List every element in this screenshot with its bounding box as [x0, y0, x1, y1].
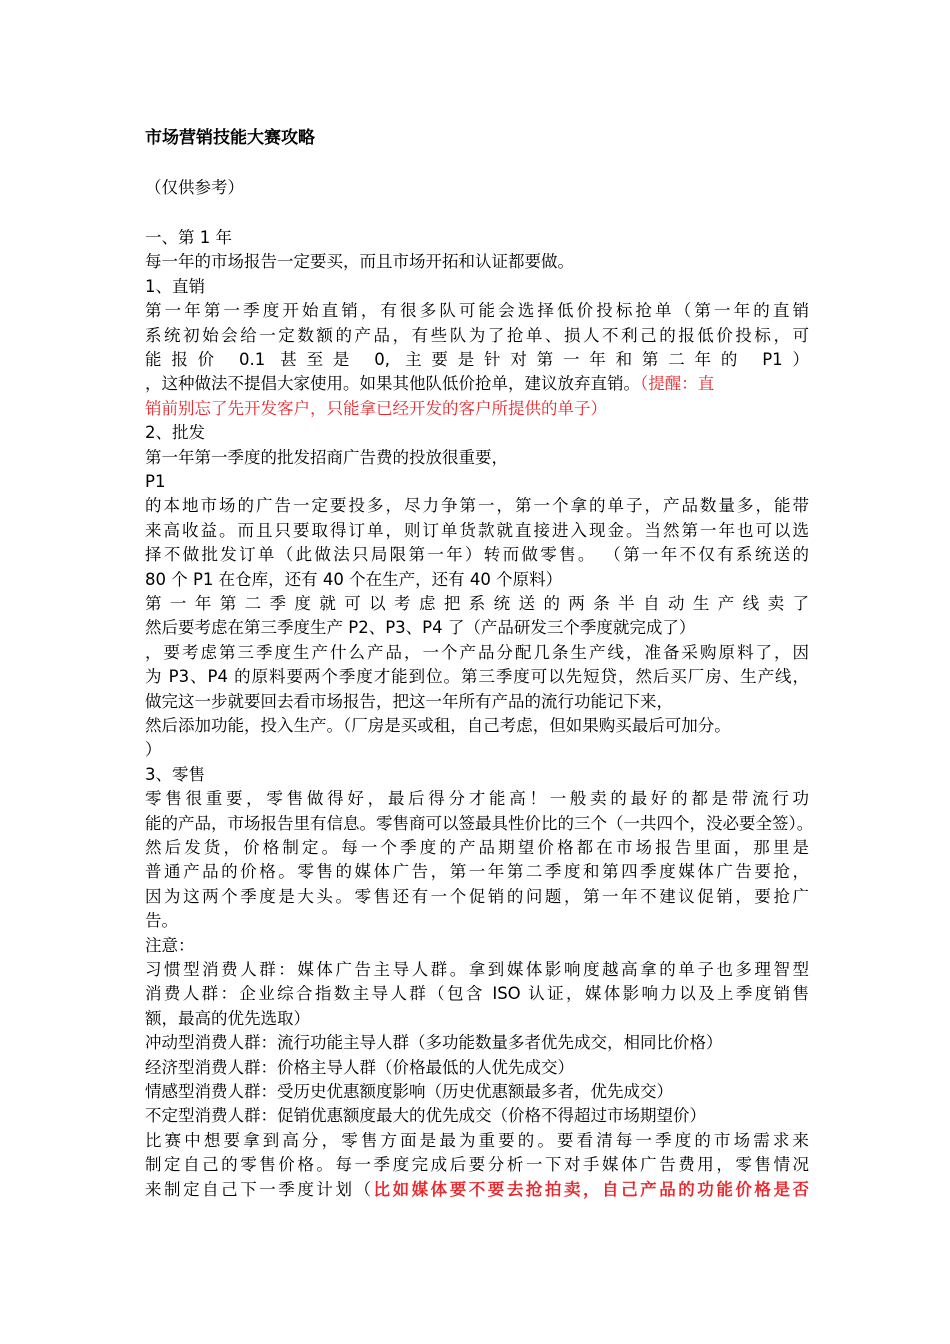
body-line-text: 为 P3、P4 的原料要两个季度才能到位。第三季度可以先短贷，然后买厂房、生产线，: [145, 667, 809, 687]
body-line: [145, 1129, 809, 1153]
body-line: [145, 714, 731, 738]
body-line: [145, 470, 165, 494]
body-line-text: 然后要考虑在第三季度生产 P2、P3、P4 了（产品研发三个季度就完成了）: [145, 618, 696, 638]
body-line-text: 每一年的市场报告一定要买，而且市场开拓和认证都要做。: [145, 252, 574, 272]
body-line: [145, 1056, 574, 1080]
body-line: [145, 519, 809, 543]
body-line-text: 做完这一步就要回去看市场报告，把这一年所有产品的流行功能记下来，: [145, 691, 673, 711]
body-line: [145, 372, 714, 396]
document-title: 市场营销技能大赛攻略: [145, 128, 315, 148]
body-line-text: 择不做批发订单（此做法只局限第一年）转而做零售。 （第一年不仅有系统送的: [145, 545, 809, 565]
highlight-emphasis: 比如媒体要不要去抢拍卖，自己产品的功能价格是否: [373, 1179, 810, 1199]
body-line: [145, 958, 809, 982]
body-line-text: 告。: [145, 911, 178, 931]
body-line: [145, 787, 809, 811]
body-line-text: 然后添加功能，投入生产。（厂房是买或租，自己考虑，但如果购买最后可加分。: [145, 716, 731, 735]
body-line: [145, 836, 809, 860]
body-line: [145, 860, 809, 884]
body-line-text: 第一年第一季度的批发招商广告费的投放很重要，: [145, 447, 508, 467]
body-line-text: 冲动型消费人群：流行功能主导人群（多功能数量多者优先成交，相同比价格）: [145, 1033, 723, 1053]
body-line: [145, 250, 574, 274]
body-line: [145, 665, 809, 689]
body-line: [145, 1153, 809, 1177]
body-line: [145, 616, 695, 640]
body-line-text: 经济型消费人群：价格主导人群（价格最低的人优先成交）: [145, 1057, 574, 1077]
body-line-text: 比赛中想要拿到高分，零售方面是最为重要的。要看清每一季度的市场需求来: [145, 1130, 809, 1150]
body-line-text: 注意：: [145, 935, 195, 955]
body-line: [145, 763, 205, 787]
body-line-text: 情感型消费人群：受历史优惠额度影响（历史优惠额最多者，优先成交）: [145, 1082, 673, 1101]
body-line-text: 零售很重要，零售做得好，最后得分才能高！一般卖的最好的都是带流行功: [145, 789, 809, 809]
body-line-text: 的本地市场的广告一定要投多，尽力争第一，第一个拿的单子，产品数量多，能带: [145, 496, 809, 516]
body-line: [145, 421, 205, 445]
body-line-text: 然后发货，价格制定。每一个季度的产品期望价格都在市场报告里面，那里是: [145, 838, 809, 857]
body-line: [145, 446, 508, 470]
body-line: [145, 324, 809, 348]
body-line-text: ）: [145, 740, 162, 760]
body-line-text: 额，最高的优先选取）: [145, 1008, 310, 1028]
body-line: [145, 885, 809, 909]
body-line: [145, 568, 562, 592]
body-line-text: 来高收益。而且只要取得订单，则订单货款就直接进入现金。当然第一年也可以选: [145, 520, 809, 540]
body-line: [145, 641, 809, 665]
body-line-text: 因为这两个季度是大头。零售还有一个促销的问题，第一年不建议促销，要抢广: [145, 886, 809, 906]
body-line-text: ，这种做法不提倡大家使用。如果其他队低价抢单，建议放弃直销。: [145, 374, 640, 394]
body-line-text: P1: [145, 472, 166, 491]
body-line: [145, 226, 232, 250]
body-line-text: 能的产品，市场报告里有信息。零售商可以签最具性价比的三个（一共四个，没必要全签）。: [145, 813, 814, 833]
body-line: [145, 397, 607, 421]
body-line: [145, 592, 809, 616]
body-line-text: 普通产品的价格。零售的媒体广告，第一年第二季度和第四季度媒体广告要抢，: [145, 862, 809, 882]
body-line-text: 2、批发: [145, 423, 205, 443]
body-line-text: 3、零售: [145, 764, 205, 784]
body-line: [145, 934, 195, 958]
body-line-text: 第一年第二季度就可以考虑把系统送的两条半自动生产线卖了: [145, 594, 809, 613]
body-line-text: 消费人群：企业综合指数主导人群（包含 ISO 认证，媒体影响力以及上季度销售: [145, 984, 809, 1004]
body-line: [145, 812, 814, 836]
body-line: [145, 1031, 723, 1055]
body-line-text: 第一年第一季度开始直销，有很多队可能会选择低价投标抢单（第一年的直销: [145, 301, 809, 321]
body-line-text: 系统初始会给一定数额的产品，有些队为了抢单、损人不利己的报低价投标，可: [145, 325, 809, 345]
document-subtitle: （仅供参考）: [145, 178, 244, 197]
body-line-text: 来制定自己下一季度计划（: [145, 1179, 374, 1199]
body-line-text: 80 个 P1 在仓库，还有 40 个在生产，还有 40 个原料）: [145, 569, 563, 589]
body-line: [145, 543, 809, 567]
body-line-text: 一、第 1 年: [145, 228, 232, 247]
body-line: [145, 738, 162, 762]
body-line-text: 1、直销: [145, 276, 205, 296]
body-line: [145, 275, 205, 299]
body-line-text: 制定自己的零售价格。每一季度完成后要分析一下对手媒体广告费用，零售情况: [145, 1155, 809, 1175]
body-line-text: ，要考虑第三季度生产什么产品，一个产品分配几条生产线，准备采购原料了，因: [145, 642, 809, 662]
highlight-note: 销前别忘了先开发客户，只能拿已经开发的客户所提供的单子）: [145, 398, 607, 418]
body-line: [145, 494, 809, 518]
body-line: [145, 1104, 706, 1128]
body-line: [145, 1178, 809, 1202]
body-line: [145, 299, 809, 323]
body-line: [145, 1007, 310, 1031]
body-line: [145, 1080, 673, 1104]
body-line: [145, 348, 809, 372]
body-line-text: 习惯型消费人群：媒体广告主导人群。拿到媒体影响度越高拿的单子也多理智型: [145, 960, 809, 979]
body-line: [145, 982, 809, 1006]
body-line: [145, 909, 178, 933]
body-line-text: 不定型消费人群：促销优惠额度最大的优先成交（价格不得超过市场期望价）: [145, 1106, 706, 1126]
highlight-note: （提醒：直: [640, 374, 715, 394]
body-line: [145, 690, 673, 714]
body-line-text: 能报价 0.1 甚至是 0, 主要是针对第一年和第二年的 P1）: [145, 350, 809, 369]
